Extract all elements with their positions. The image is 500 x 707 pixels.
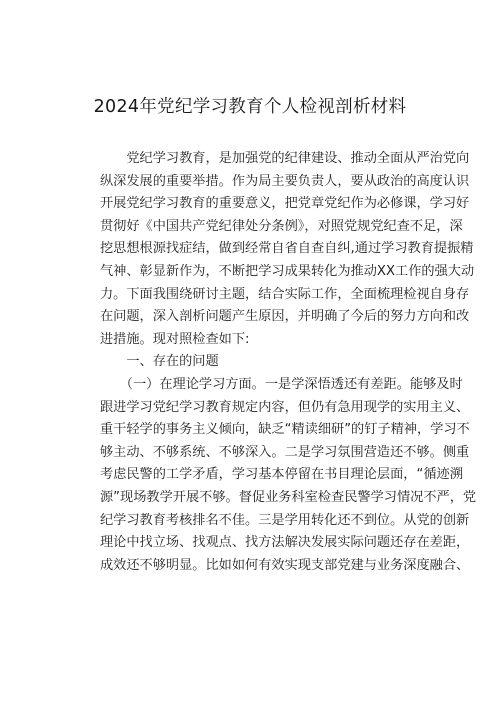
body-line: 力。下面我围绕研讨主题，结合实际工作，全面梳理检视自身存: [100, 286, 470, 302]
body-line: 开展党纪学习教育的重要意义，把党章党纪作为必修课，学习好: [100, 196, 470, 212]
body-line: （一）在理论学习方面。一是学深悟透还有差距。能够及时: [100, 376, 463, 392]
body-line: 挖思想根源找症结，做到经常自省自查自纠,通过学习教育提振精: [100, 241, 474, 257]
body-line: 源”现场教学开展不够。督促业务科室检查民警学习情况不严，党: [100, 489, 477, 505]
body-line: 进措施。现对照检查如下:: [100, 331, 250, 347]
body-line: 气神、彰显新作为，不断把学习成果转化为推动XX工作的强大动: [100, 263, 475, 279]
body-line: 纵深发展的重要举措。作为局主要负责人，要从政治的高度认识: [100, 173, 470, 189]
body-line: 重干轻学的事务主义倾向，缺乏“精读细研”的钉子精神，学习不: [100, 422, 470, 438]
section-heading: 一、存在的问题: [100, 354, 219, 370]
body-line: 跟进学习党纪学习教育规定内容，但仍有急用现学的实用主义、: [100, 399, 470, 415]
document-title: 2024年党纪学习教育个人检视剖析材料: [93, 97, 407, 117]
body-line: 成效还不够明显。比如如何有效实现支部党建与业务深度融合、: [100, 557, 470, 573]
body-line: 理论中找立场、找观点、找方法解决发展实际问题还存在差距，: [100, 535, 470, 551]
body-line: 贯彻好《中国共产党纪律处分条例》，对照党规党纪查不足，深: [100, 218, 463, 234]
body-line: 够主动、不够系统、不够深入。二是学习氛围营造还不够。侧重: [100, 444, 470, 460]
body-line: 党纪学习教育，是加强党的纪律建设、推动全面从严治党向: [100, 151, 470, 166]
body-line: 考虑民警的工学矛盾，学习基本停留在书目理论层面，“循迹溯: [100, 467, 463, 483]
body-line: 在问题，深入剖析问题产生原因，并明确了今后的努力方向和改: [100, 309, 470, 325]
document-body: [100, 148, 477, 577]
body-line: 纪学习教育考核排名不佳。三是学用转化还不到位。从党的创新: [100, 512, 470, 528]
